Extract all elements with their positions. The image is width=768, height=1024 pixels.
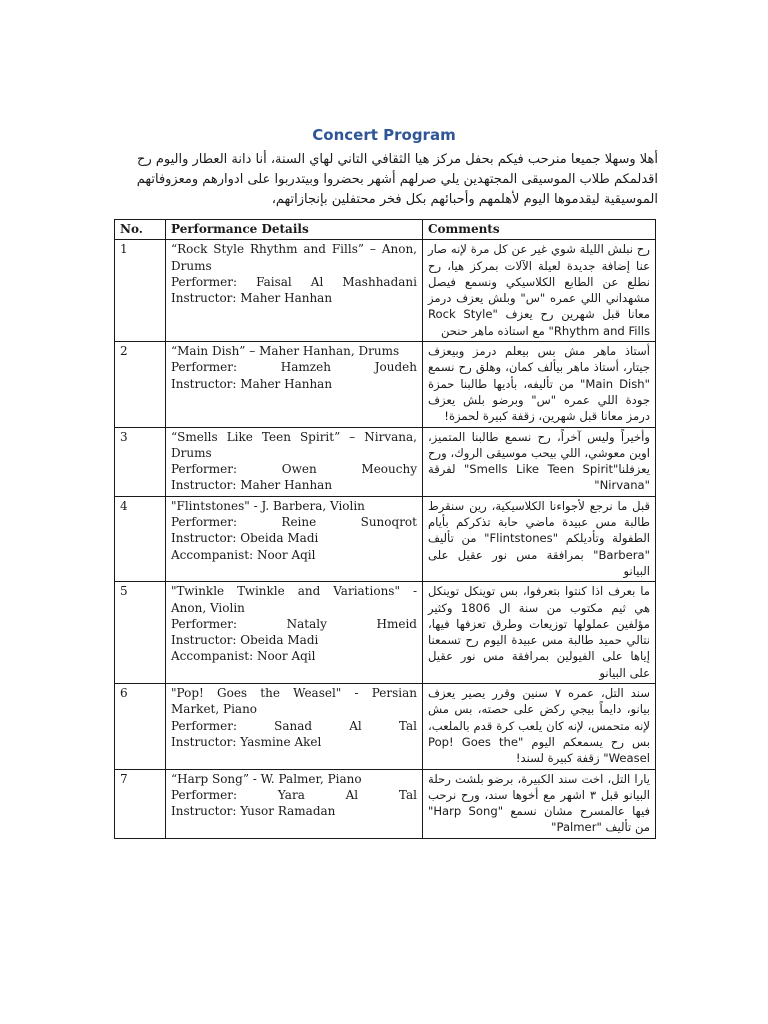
header-no: No.: [115, 220, 166, 240]
performer-label: Performer:: [171, 274, 238, 289]
performance-details: [166, 427, 423, 496]
performer-label: Performer:: [171, 787, 238, 802]
table-row: [115, 496, 656, 581]
comment-cell: ما بعرف اذا كنتوا بتعرفوا، بس توينكل توينكل هي ثيم مكتوب من سنة ال 1806 وكثير مؤلفين عملولها توزيعات وطرق تعزفها فيها، نتالي حميد طالبة مس عبيدة اليوم رح تسمعنا إياها على الفيولين بمرافقة مس نور عقيل على البيانو: [423, 582, 656, 684]
accompanist-line: Accompanist: Noor Aqil: [171, 547, 316, 562]
performer-label: Performer:: [171, 360, 238, 375]
header-comments: Comments: [423, 220, 656, 240]
table-row: [115, 769, 656, 838]
performance-details: [166, 684, 423, 769]
instructor-line: Instructor: Obeida Madi: [171, 531, 319, 546]
row-number: 3: [115, 427, 166, 496]
table-row: [115, 240, 656, 342]
row-number: 1: [115, 240, 166, 342]
table-row: [115, 684, 656, 769]
piece-title: "Flintstones" - J. Barbera, Violin: [171, 498, 365, 513]
program-table: [114, 219, 656, 839]
performance-details: [166, 240, 423, 342]
performer-mid: Al: [345, 787, 359, 802]
performer-last: Hmeid: [376, 616, 417, 631]
performer-last: Tal: [398, 787, 417, 802]
table-header-row: [115, 220, 656, 240]
piece-title: "Twinkle Twinkle and Variations" - Anon, Violin: [171, 584, 417, 615]
performer-first: Owen: [281, 462, 317, 477]
performer-first: Nataly: [286, 616, 327, 631]
performer-first: Sanad: [274, 718, 313, 733]
piece-title: “Smells Like Teen Spirit” – Nirvana, Drums: [171, 429, 417, 460]
performance-details: [166, 496, 423, 581]
piece-title: “Harp Song” - W. Palmer, Piano: [171, 771, 362, 786]
instructor-line: Instructor: Obeida Madi: [171, 633, 319, 648]
performance-details: [166, 769, 423, 838]
comment-cell: سند التل، عمره ٧ سنين وقرر يصير يعزف بيانو، دايماً بيجي ركض على حصته، بس مش لإنه متحمس، لإنه كان يلعب كرة قدم بالملعب، بس رح يسمعكم اليوم "Pop! Goes the Weasel" زقفة كبيرة لسند!: [423, 684, 656, 769]
comment-cell: يارا التل، اخت سند الكبيرة، برضو بلشت رحلة البيانو قبل ٣ اشهر مع أخوها سند، ورح نرحب فيها عالمسرح مشان نسمع "Harp Song" من تأليف "Palmer": [423, 769, 656, 838]
instructor-line: Instructor: Maher Hanhan: [171, 376, 333, 391]
piece-title: "Pop! Goes the Weasel" - Persian Market, Piano: [171, 686, 417, 717]
performer-mid: Al: [349, 718, 362, 733]
performer-first: Yara: [277, 787, 305, 802]
row-number: 7: [115, 769, 166, 838]
performer-mid: Al: [310, 274, 324, 289]
performer-line: [171, 616, 417, 632]
comment-cell: رح نبلش الليلة شوي غير عن كل مرة لإنه صار عنا إضافة جديدة لعيلة الآلات بمركز هيا، رح نطلع عن الطابع الكلاسيكي ونسمع فيصل مشهداني اللي عمره "س" وبلش يعزف درمز معانا قبل شهرين رح يعزف "Rock Style Rhythm and Fills" مع استاذه ماهر حنحن: [423, 240, 656, 342]
performer-first: Faisal: [256, 274, 292, 289]
instructor-line: Instructor: Maher Hanhan: [171, 478, 333, 493]
header-performance-details: Performance Details: [166, 220, 423, 240]
performer-last: Sunoqrot: [360, 515, 417, 530]
row-number: 5: [115, 582, 166, 684]
comment-cell: وأخيراً وليس آخراً، رح نسمع طالبنا المتميز، اوين معوشي، اللي بيحب موسيقى الروك، ورح يعزفلنا"Smells Like Teen Spirit" لفرقة "Nirvana": [423, 427, 656, 496]
performer-last: Tal: [398, 718, 417, 733]
performer-line: [171, 787, 417, 803]
comment-cell: قبل ما نرجع لأجواءنا الكلاسيكية، رين سنقرط طالبة مس عبيدة ماضي حابة تذكركم بأيام الطفولة وتأديلكم "Flintstones" من تأليف "Barbera" بمرافقة مس نور عقيل على البيانو: [423, 496, 656, 581]
performer-line: [171, 274, 417, 290]
table-row: [115, 342, 656, 427]
performance-details: [166, 342, 423, 427]
performer-first: Hamzeh: [280, 360, 331, 375]
performer-last: Meouchy: [361, 462, 417, 477]
performer-last: Mashhadani: [342, 274, 417, 289]
instructor-line: Instructor: Maher Hanhan: [171, 291, 333, 306]
performer-line: [171, 359, 417, 375]
piece-title: “Rock Style Rhythm and Fills” – Anon, Drums: [171, 242, 417, 273]
row-number: 6: [115, 684, 166, 769]
performer-line: [171, 514, 417, 530]
accompanist-line: Accompanist: Noor Aqil: [171, 649, 316, 664]
instructor-line: Instructor: Yusor Ramadan: [171, 804, 336, 819]
performer-first: Reine: [281, 515, 317, 530]
row-number: 2: [115, 342, 166, 427]
performer-label: Performer:: [171, 616, 238, 631]
performer-line: [171, 718, 417, 734]
performer-line: [171, 461, 417, 477]
performer-last: Joudeh: [374, 360, 417, 375]
row-number: 4: [115, 496, 166, 581]
table-row: [115, 582, 656, 684]
piece-title: “Main Dish” – Maher Hanhan, Drums: [171, 344, 400, 359]
performer-label: Performer:: [171, 515, 238, 530]
performer-label: Performer:: [171, 462, 238, 477]
instructor-line: Instructor: Yasmine Akel: [171, 734, 322, 749]
page-title: Concert Program: [312, 126, 456, 144]
intro-paragraph: أهلا وسهلا جميعا منرحب فيكم بحفل مركز هيا الثقافي التاني لهاي السنة، أنا دانة العطار واليوم رح اقدلمكم طلاب الموسيقى المجتهدين يلي صرلهم أشهر بحضروا وبيتدربوا على ادوارهم ومعزوفاتهم الموسيقية ليقدموها اليوم لأهلمهم وأحبائهم بكل فخر محتفلين بإنجازاتهم،: [136, 152, 658, 207]
table-row: [115, 427, 656, 496]
performance-details: [166, 582, 423, 684]
comment-cell: أستاذ ماهر مش بس بيعلم درمز وبيعزف جيتار، أستاذ ماهر بيألف كمان، وهلق رح نسمع "Main Dish" من تأليفه، بأديها طالبنا حمزة جودة اللي عمره "س" وبرضو بلش يعزف درمز معانا قبل شهرين، زقفة كبيرة لحمزة!: [423, 342, 656, 427]
performer-label: Performer:: [171, 718, 238, 733]
